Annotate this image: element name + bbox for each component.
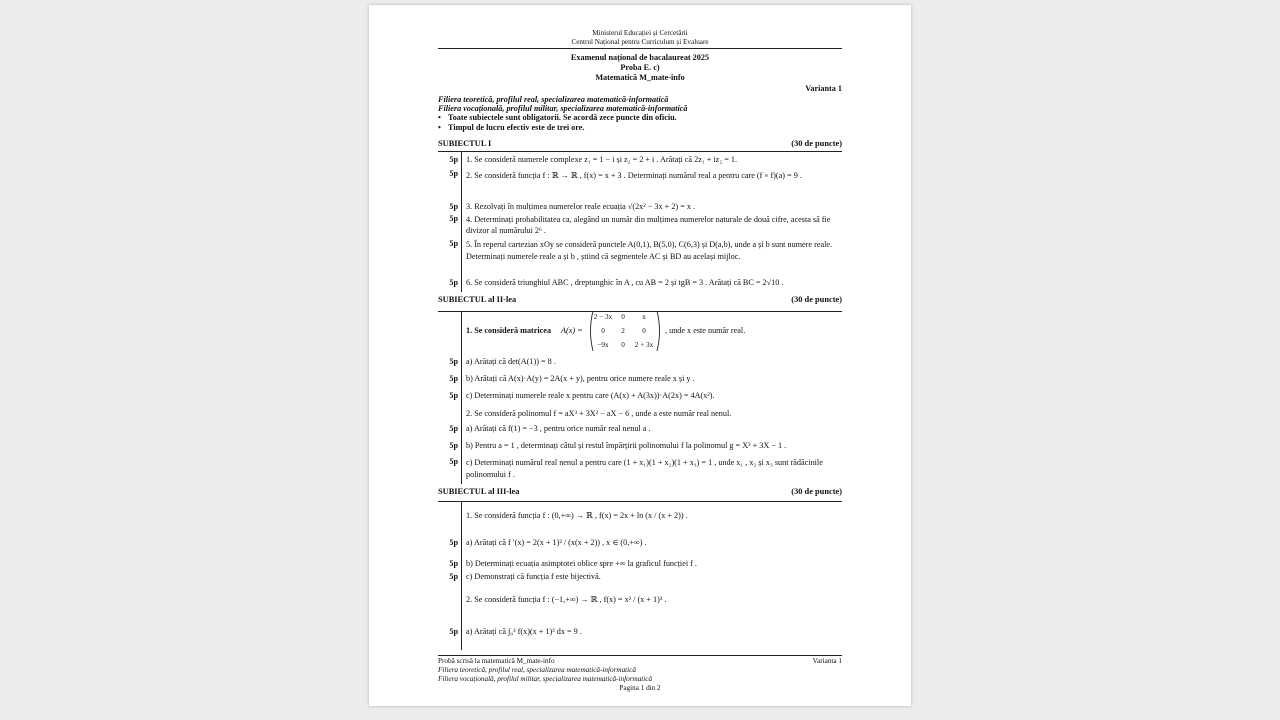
item-points: 5p: [449, 441, 458, 450]
matrix-cell: 2 + 3x: [634, 341, 654, 349]
s1-item-1: 1. Se consideră numerele complexe z₁ = 1 − i și z₂ = 2 + i . Arătați că 2z₁ + iz₂ = 1.: [466, 155, 738, 164]
s1-item-3: 3. Rezolvați în mulțimea numerelor reale ecuația √(2x² − 3x + 2) = x .: [466, 202, 696, 211]
s2-p2-a: a) Arătați că f(1) = −3 , pentru orice număr real nenul a .: [466, 424, 651, 433]
s3-p2-intro: 2. Se consideră funcția f : (−1,+∞) → ℝ , f(x) = x² / (x + 1)³ .: [466, 595, 667, 604]
matrix-cell: x: [642, 313, 646, 321]
item-points: 5p: [449, 627, 458, 636]
section-3-title: SUBIECTUL al III-lea: [438, 487, 520, 496]
s2-p2-intro: 2. Se consideră polinomul f = aX³ + 3X² − aX − 6 , unde a este număr real nenul.: [466, 409, 732, 418]
instruction-1: Toate subiectele sunt obligatorii. Se acordă zece puncte din oficiu.: [448, 113, 677, 122]
matrix-cell: 0: [601, 327, 605, 335]
points-column-rule: [461, 502, 462, 650]
s2-p1-b: b) Arătați că A(x)·A(y) = 2A(x + y), pentru orice numere reale x și y .: [466, 374, 695, 383]
matrix-name: A(x) =: [561, 326, 583, 335]
item-points: 5p: [449, 202, 458, 211]
header-divider: [438, 48, 842, 49]
bullet-icon: •: [438, 123, 441, 132]
section-3-header: [438, 487, 842, 496]
item-points: 5p: [449, 424, 458, 433]
item-points: 5p: [449, 374, 458, 383]
center-header: Centrul Național pentru Curriculum și Evaluare: [571, 38, 709, 46]
s1-item-5: 5. În reperul cartezian xOy se consideră punctele A(0,1), B(5,0), C(6,3) și D(a,b), unde a și b sunt numere reale. Determinați numerele reale a și b , știind că segmentele AC și BD au același mijloc.: [466, 240, 833, 261]
section-1-header: [438, 139, 842, 148]
footer-divider: [438, 655, 842, 656]
section-2-title: SUBIECTUL al II-lea: [438, 295, 517, 304]
matrix-cell: 0: [621, 313, 625, 321]
item-points: 5p: [449, 169, 458, 178]
s2-p2-c: c) Determinați numărul real nenul a pentru care (1 + x₁)(1 + x₂)(1 + x₃) = 1 , unde x₁ , x₂ și x₃ sunt rădăcinile polinomului f .: [466, 458, 823, 479]
exam-page: [369, 5, 911, 706]
exam-title: Examenul național de bacalaureat 2025: [570, 53, 710, 62]
footer-variant: Varianta 1: [812, 657, 842, 665]
page-number: Pagina 1 din 2: [619, 684, 661, 692]
s2-p1-intro: [466, 326, 551, 336]
s3-p2-a: a) Arătați că ∫₀³ f(x)(x + 1)³ dx = 9 .: [466, 627, 582, 636]
proba-title: Proba E. c): [620, 63, 660, 72]
s1-item-4: 4. Determinați probabilitatea ca, alegând un număr din mulțimea numerelor naturale de două cifre, acesta să fie divizor al numărului 2⁶ .: [466, 215, 831, 235]
points-column-rule: [461, 152, 462, 292]
matrix-cell: −9x: [597, 341, 609, 349]
s1-item-2: 2. Se consideră funcția f : ℝ → ℝ , f(x) = x + 3 . Determinați numărul real a pentru care (f ∘ f)(a) = 9 .: [466, 171, 802, 180]
s1-item-6: 6. Se consideră triunghiul ABC , dreptunghic în A , cu AB = 2 și tgB = 3 . Arătați că BC = 2√10 .: [466, 278, 784, 287]
matrix-condition: , unde x este număr real.: [665, 326, 746, 335]
s3-p1-a: a) Arătați că f ′(x) = 2(x + 1)² / (x(x + 2)) , x ∈ (0,+∞) .: [466, 538, 647, 547]
s3-p1-c: c) Demonstrați că funcția f este bijectivă.: [466, 572, 601, 581]
section-3-divider: [438, 501, 842, 502]
item-points: 5p: [449, 357, 458, 366]
points-column-rule: [461, 312, 462, 484]
instruction-2: Timpul de lucru efectiv este de trei ore.: [448, 123, 585, 132]
section-3-points: (30 de puncte): [791, 487, 842, 496]
s3-p1-intro: 1. Se consideră funcția f : (0,+∞) → ℝ , f(x) = 2x + ln (x / (x + 2)) .: [466, 511, 688, 520]
item-points: 5p: [449, 214, 458, 223]
item-points: 5p: [449, 457, 458, 466]
filiera-teoretica: Filiera teoretică, profilul real, specializarea matematică-informatică: [438, 95, 669, 104]
matrix: [587, 309, 663, 353]
filiera-vocationala: Filiera vocațională, profilul militar, specializarea matematică-informatică: [438, 104, 688, 113]
item-points: 5p: [449, 239, 458, 248]
matrix-cell: 0: [621, 341, 625, 349]
s2-p1-a: a) Arătați că det(A(1)) = 8 .: [466, 357, 556, 366]
section-1-title: SUBIECTUL I: [438, 139, 492, 148]
subject-title: Matematică M_mate-info: [595, 73, 685, 82]
s2-p1-c: c) Determinați numerele reale x pentru care (A(x) + A(3x))·A(2x) = 4A(x²).: [466, 391, 715, 400]
matrix-cell: 2 − 3x: [593, 313, 613, 321]
matrix-cell: 2: [621, 327, 625, 335]
item-points: 5p: [449, 278, 458, 287]
variant-label: Varianta 1: [805, 84, 842, 93]
s2-p2-b: b) Pentru a = 1 , determinați câtul și restul împărțirii polinomului f la polinomul g = X² + 3X − 1 .: [466, 441, 787, 450]
footer-filiera-2: Filiera vocațională, profilul militar, specializarea matematică-informatică: [438, 675, 653, 683]
matrix-cell: 0: [642, 327, 646, 335]
section-1-points: (30 de puncte): [791, 139, 842, 148]
bullet-icon: •: [438, 113, 441, 122]
item-points: 5p: [449, 572, 458, 581]
item-points: 5p: [449, 538, 458, 547]
section-2-points: (30 de puncte): [791, 295, 842, 304]
s2-p1-intro-text: 1. Se consideră matricea: [466, 326, 552, 335]
s3-p1-b: b) Determinați ecuația asimptotei oblice spre +∞ la graficul funcției f .: [466, 559, 697, 568]
footer-proba: Probă scrisă la matematică M_mate-info: [438, 657, 555, 665]
item-points: 5p: [449, 391, 458, 400]
section-2-header: [438, 295, 842, 304]
ministry-header: Ministerul Educației și Cercetării: [592, 29, 688, 37]
item-points: 5p: [449, 559, 458, 568]
footer-filiera-1: Filiera teoretică, profilul real, specializarea matematică-informatică: [438, 666, 636, 674]
item-points: 5p: [449, 155, 458, 164]
section-1-divider: [438, 151, 842, 152]
